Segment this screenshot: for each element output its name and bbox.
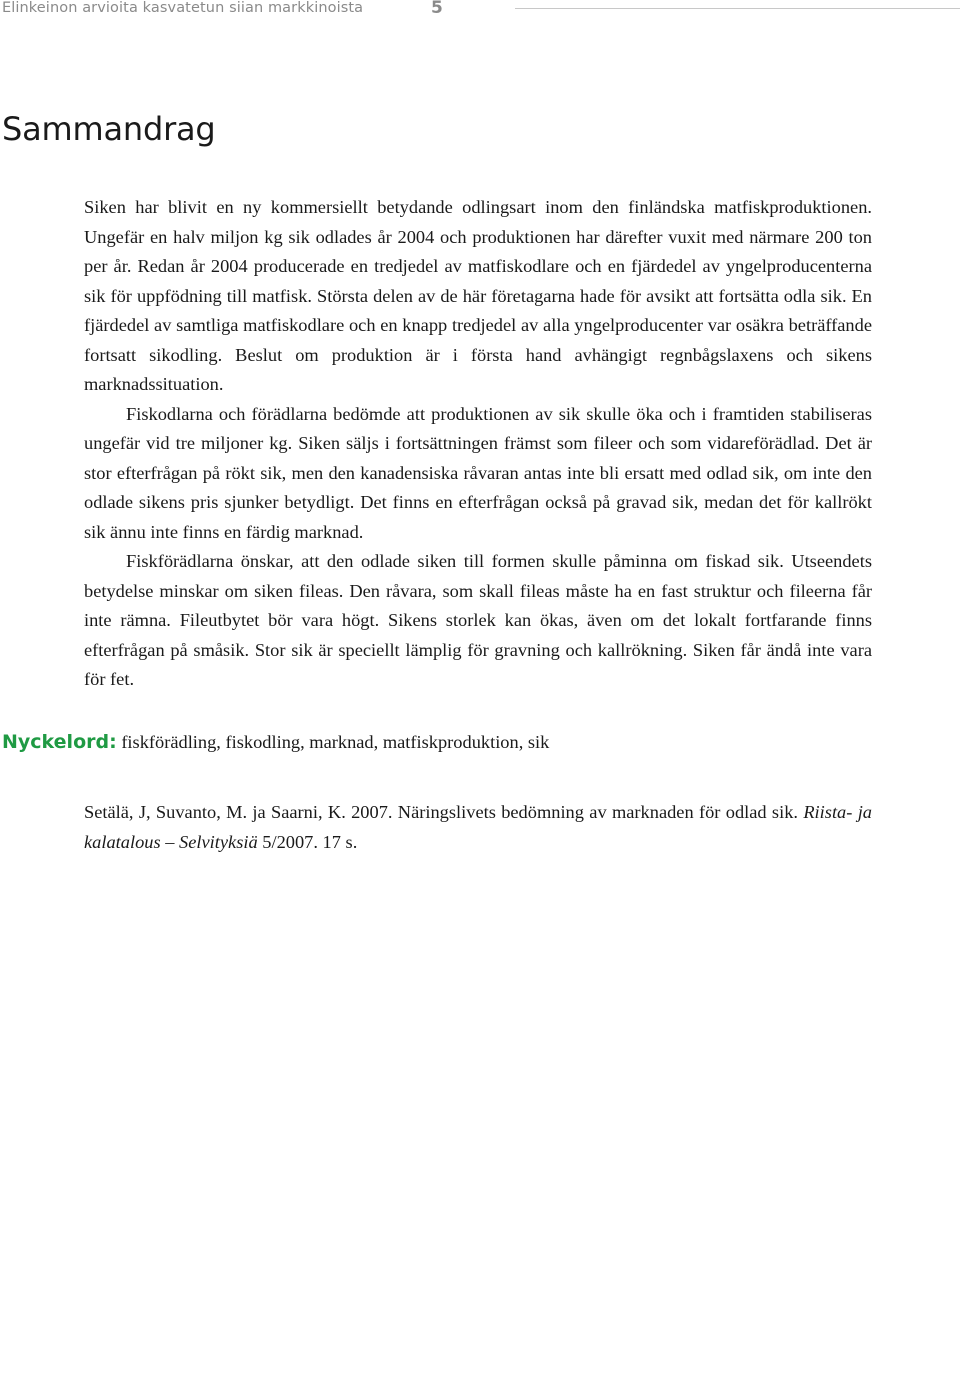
running-title: Elinkeinon arvioita kasvatetun siian markkinoista bbox=[2, 0, 364, 16]
citation-authors: Setälä, J, Suvanto, M. ja Saarni, K. 2007. Näringslivets bedömning av marknaden för odlad sik. bbox=[84, 802, 798, 822]
citation bbox=[84, 798, 872, 857]
citation-series: Riista- ja kalatalous – Selvityksiä bbox=[84, 802, 872, 852]
summary-paragraph-1: Siken har blivit en ny kommersiellt betydande odlingsart inom den finländska matfiskproduktionen. Ungefär en halv miljon kg sik odlades år 2004 och produktionen har därefter vuxit med närmare 200 ton per år. Redan år 2004 producerade en tredjedel av matfiskodlare och en fjärdedel av yngelproducenterna sik för uppfödning till matfisk. Största delen av de här företagarna hade för avsikt att fortsätta odla sik. En fjärdedel av samtliga matfiskodlare och en knapp tredjedel av alla yngelproducenter var osäkra beträffande fortsatt sikodling. Beslut om produktion är i första hand avhängigt regnbågslaxens och sikens marknadssituation. bbox=[84, 197, 872, 394]
keywords-text: fiskförädling, fiskodling, marknad, matfiskproduktion, sik bbox=[121, 732, 550, 752]
keywords bbox=[2, 728, 902, 758]
summary-paragraph-3: Fiskförädlarna önskar, att den odlade siken till formen skulle påminna om fiskad sik. Utseendets betydelse minskar om siken fileas. Den råvara, som skall fileas måste ha en fast struktur och fileerna får inte rämna. Fileutbytet bör vara högt. Sikens storlek kan ökas, även om det lokalt fortfarande finns efterfrågan på småsik. Stor sik är speciellt lämplig för gravning och kallrökning. Siken får ändå inte vara för fet. bbox=[84, 551, 872, 689]
summary-paragraph-2: Fiskodlarna och förädlarna bedömde att produktionen av sik skulle öka och i framtiden stabiliseras ungefär vid tre miljoner kg. Siken säljs i fortsättningen främst som fileer och som vidareförädlad. Det är stor efterfrågan på rökt sik, men den kanadensiska råvaran antas inte bli ersatt med odlad sik, om inte den odlade sikens pris sjunker betydligt. Det finns en efterfrågan också på gravad sik, medan det för kallrökt sik ännu inte finns en färdig marknad. bbox=[84, 403, 872, 542]
section-title: Sammandrag bbox=[2, 110, 216, 148]
page-header bbox=[2, 0, 960, 20]
header-rule bbox=[515, 8, 960, 9]
page-number: 5 bbox=[431, 0, 443, 18]
keywords-label: Nyckelord: bbox=[2, 731, 117, 753]
summary-body bbox=[84, 193, 872, 695]
citation-rest: 5/2007. 17 s. bbox=[262, 831, 358, 852]
